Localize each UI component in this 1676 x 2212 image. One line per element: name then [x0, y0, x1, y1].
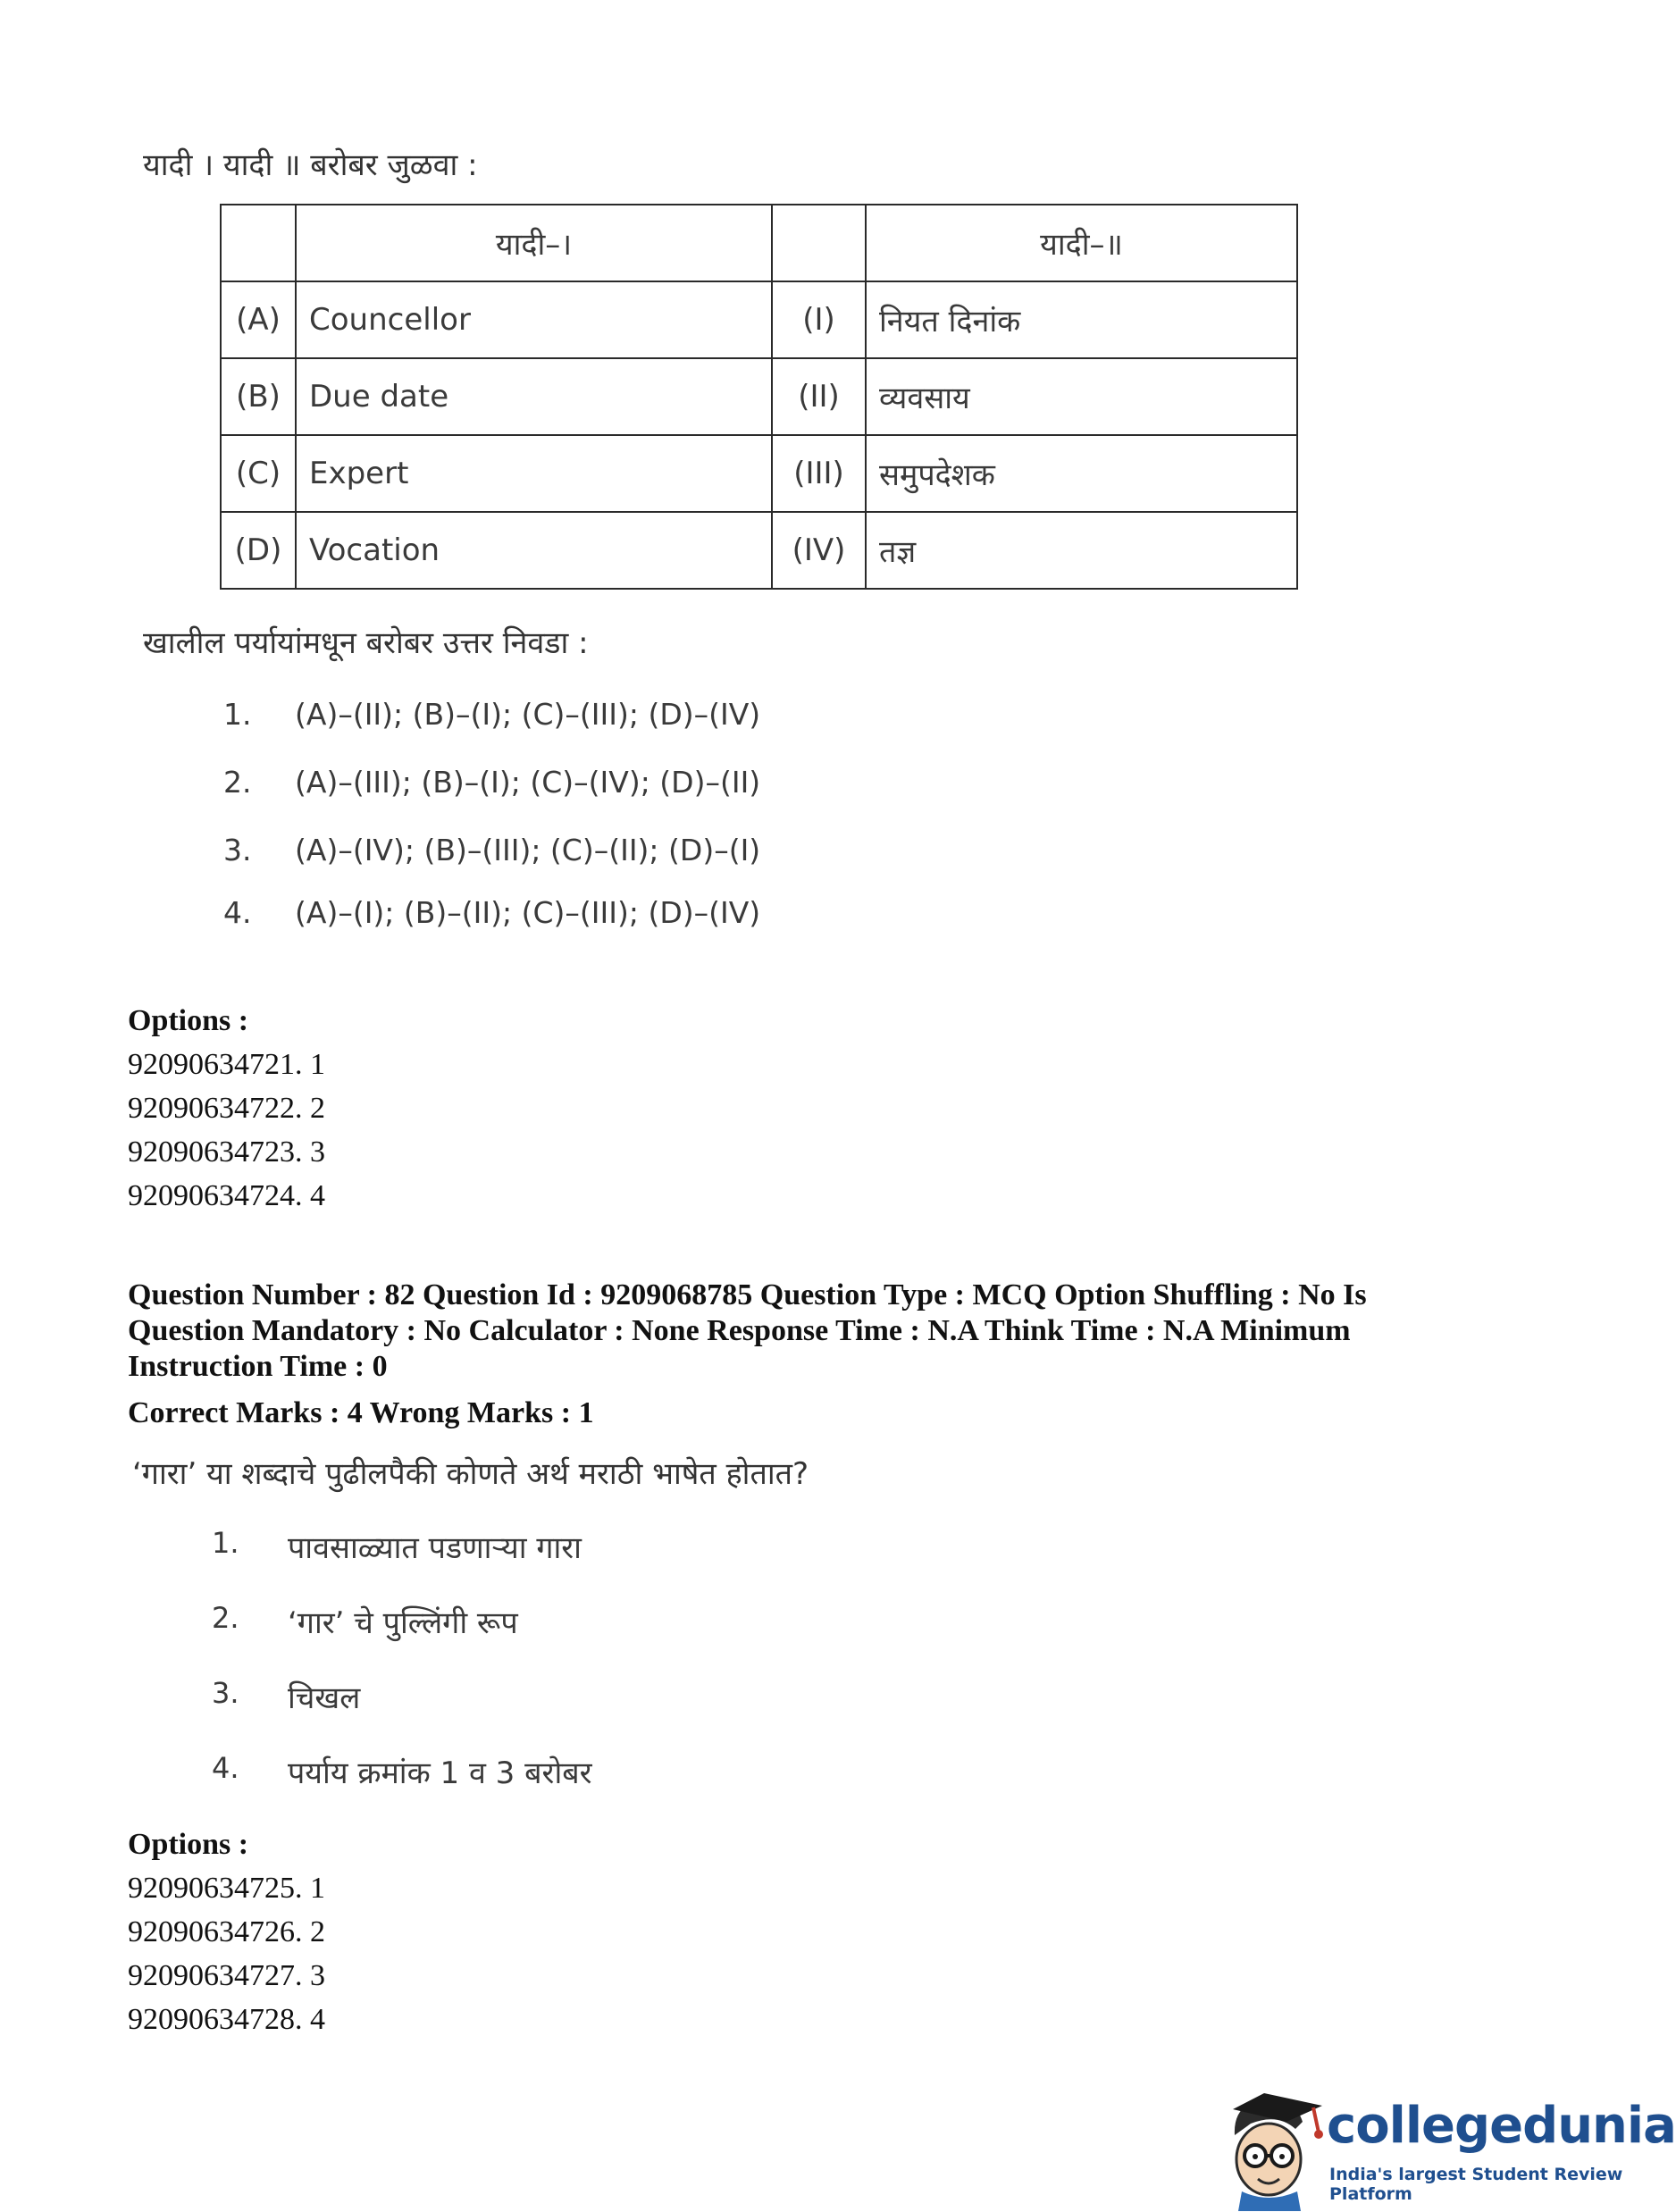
- choice-number: 1.: [212, 1526, 239, 1560]
- row-meaning: तज्ञ: [866, 512, 1297, 589]
- row-num: (II): [772, 358, 866, 435]
- row-term: Due date: [296, 358, 772, 435]
- choice-text: पावसाळ्यात पडणाऱ्या गारा: [288, 1530, 582, 1566]
- match-table: [220, 204, 1298, 590]
- row-meaning: समुपदेशक: [866, 435, 1297, 512]
- option-id-line: 92090634722. 2: [128, 1092, 325, 1125]
- option-id-line: 92090634728. 4: [128, 2003, 325, 2036]
- choice-number: 4.: [212, 1751, 239, 1785]
- logo-brand: collegedunia: [1327, 2097, 1676, 2155]
- row-code: (A): [221, 281, 296, 358]
- option-id-line: 92090634723. 3: [128, 1135, 325, 1169]
- q82-meta: [128, 1278, 1521, 1385]
- q82-meta-line: Question Number : 82 Question Id : 9209068785 Question Type : MCQ Option Shuffling : No Is: [128, 1278, 1367, 1311]
- choice-text: (A)–(IV); (B)–(III); (C)–(II); (D)–(I): [295, 833, 761, 867]
- row-num: (IV): [772, 512, 866, 589]
- row-term: Expert: [296, 435, 772, 512]
- row-term: Councellor: [296, 281, 772, 358]
- table-row: [221, 512, 1297, 589]
- option-id-line: 92090634726. 2: [128, 1915, 325, 1948]
- table-row: [221, 281, 1297, 358]
- choice-number: 2.: [212, 1601, 239, 1635]
- option-id-line: 92090634721. 1: [128, 1048, 325, 1081]
- table-row: [221, 358, 1297, 435]
- student-mascot-icon: [1215, 2086, 1327, 2211]
- choice-number: 2.: [223, 765, 252, 800]
- option-id-line: 92090634727. 3: [128, 1959, 325, 1992]
- q82-meta-line: Question Mandatory : No Calculator : None Response Time : N.A Think Time : N.A Minimum: [128, 1314, 1351, 1347]
- header-list-1: यादी–।: [296, 205, 772, 281]
- q81-prompt: खालील पर्यायांमधून बरोबर उत्तर निवडा :: [143, 625, 589, 661]
- row-num: (III): [772, 435, 866, 512]
- header-blank: [772, 205, 866, 281]
- row-term: Vocation: [296, 512, 772, 589]
- choice-text: चिखल: [288, 1680, 361, 1716]
- choice-text: ‘गार’ चे पुल्लिंगी रूप: [288, 1605, 518, 1641]
- row-code: (D): [221, 512, 296, 589]
- table-row: [221, 435, 1297, 512]
- row-num: (I): [772, 281, 866, 358]
- choice-number: 4.: [223, 895, 252, 930]
- choice-text: (A)–(II); (B)–(I); (C)–(III); (D)–(IV): [295, 697, 761, 732]
- option-id-line: 92090634725. 1: [128, 1872, 325, 1905]
- row-code: (C): [221, 435, 296, 512]
- q81-options-label: Options :: [128, 1004, 249, 1037]
- q82-marks: Correct Marks : 4 Wrong Marks : 1: [128, 1396, 594, 1429]
- q82-meta-line: Instruction Time : 0: [128, 1350, 388, 1383]
- q82-question: ‘गारा’ या शब्दाचे पुढीलपैकी कोणते अर्थ मराठी भाषेत होतात?: [132, 1456, 809, 1492]
- choice-number: 3.: [212, 1676, 239, 1710]
- choice-number: 3.: [223, 833, 252, 867]
- row-code: (B): [221, 358, 296, 435]
- row-meaning: व्यवसाय: [866, 358, 1297, 435]
- q82-options-label: Options :: [128, 1828, 249, 1861]
- table-header-row: [221, 205, 1297, 281]
- choice-number: 1.: [223, 697, 252, 732]
- header-list-2: यादी–॥: [866, 205, 1297, 281]
- header-blank: [221, 205, 296, 281]
- choice-text: (A)–(I); (B)–(II); (C)–(III); (D)–(IV): [295, 895, 761, 930]
- choice-text: (A)–(III); (B)–(I); (C)–(IV); (D)–(II): [295, 765, 761, 800]
- choice-text: पर्याय क्रमांक 1 व 3 बरोबर: [288, 1755, 592, 1791]
- row-meaning: नियत दिनांक: [866, 281, 1297, 358]
- q81-heading: यादी । यादी ॥ बरोबर जुळवा :: [143, 147, 478, 183]
- logo-tagline: India's largest Student Review Platform: [1329, 2165, 1623, 2204]
- collegedunia-logo[interactable]: [1215, 2086, 1676, 2211]
- option-id-line: 92090634724. 4: [128, 1179, 325, 1212]
